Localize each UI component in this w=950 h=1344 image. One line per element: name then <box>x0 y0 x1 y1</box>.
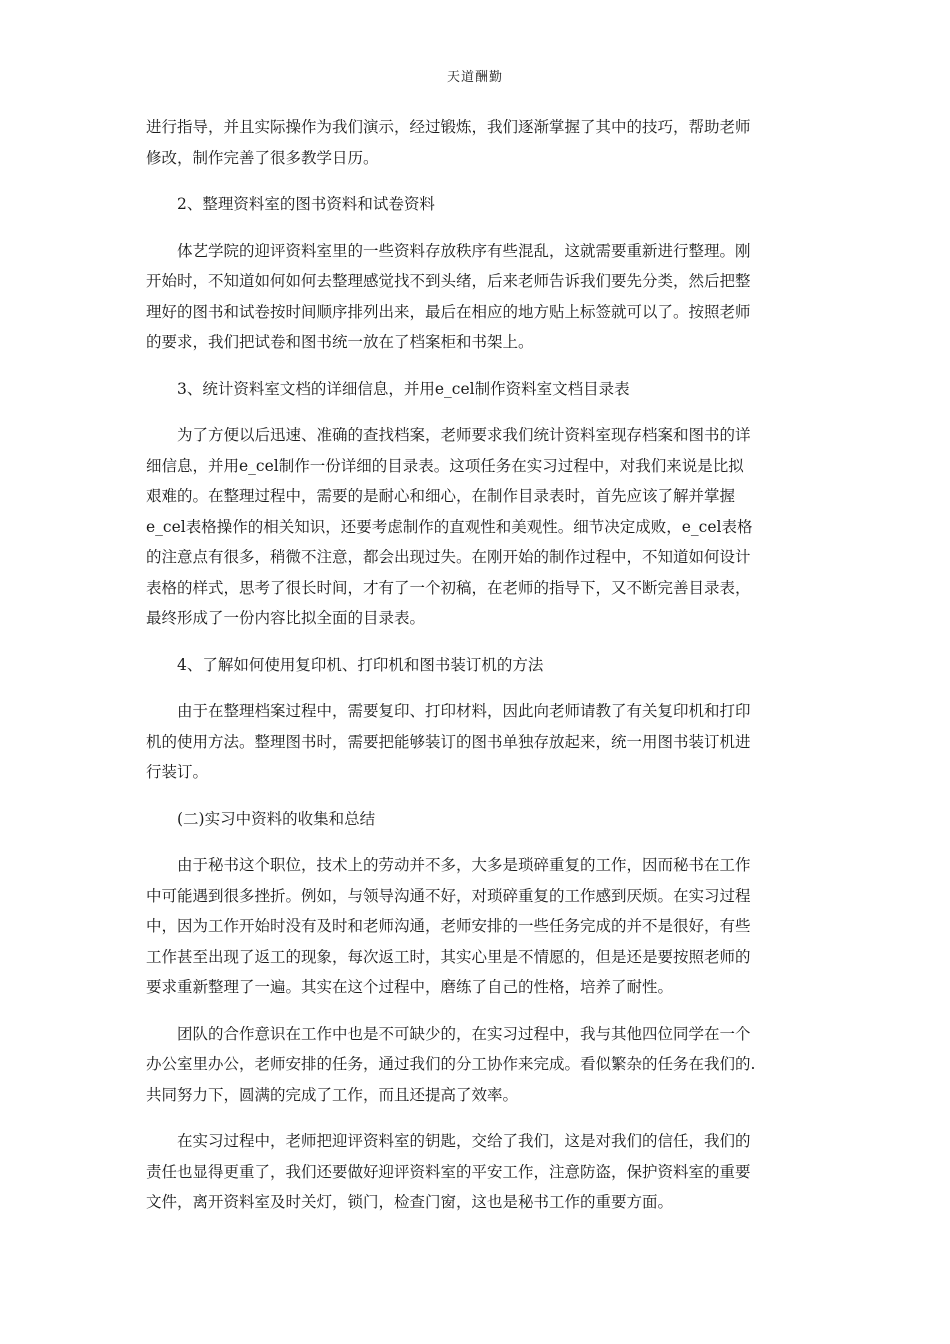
text-line: 在实习过程中，老师把迎评资料室的钥匙，交给了我们，这是对我们的信任，我们的 <box>177 1132 751 1150</box>
text-line: 进行指导，并且实际操作为我们演示，经过锻炼，我们逐渐掌握了其中的技巧，帮助老师 <box>146 118 751 136</box>
paragraph <box>146 1126 806 1218</box>
text-line: 为了方便以后迅速、准确的查找档案，老师要求我们统计资料室现存档案和图书的详 <box>177 426 751 444</box>
heading-text: 2、整理资料室的图书资料和试卷资料 <box>177 195 435 213</box>
text-line: 中，因为工作开始时没有及时和老师沟通，老师安排的一些任务完成的并不是很好，有些 <box>146 917 751 935</box>
paragraph <box>146 850 806 1003</box>
section-heading <box>146 374 806 405</box>
text-line: 共同努力下，圆满的完成了工作，而且还提高了效率。 <box>146 1085 519 1104</box>
paragraph <box>146 1019 806 1111</box>
paragraph <box>146 696 806 788</box>
text-line: 表格的样式，思考了很长时间，才有了一个初稿，在老师的指导下，又不断完善目录表， <box>146 578 751 597</box>
text-line: 责任也显得更重了，我们还要做好迎评资料室的平安工作，注意防盗，保护资料室的重要 <box>146 1162 751 1181</box>
text-line: 团队的合作意识在工作中也是不可缺少的，在实习过程中，我与其他四位同学在一个 <box>177 1024 751 1043</box>
paragraph <box>146 112 806 173</box>
text-line: 文件，离开资料室及时关灯，锁门，检查门窗，这也是秘书工作的重要方面。 <box>146 1193 674 1211</box>
text-line: 体艺学院的迎评资料室里的一些资料存放秩序有些混乱，这就需要重新进行整理。刚 <box>177 241 751 260</box>
text-line: 要求重新整理了一遍。其实在这个过程中，磨练了自己的性格，培养了耐性。 <box>146 978 674 996</box>
text-line: 工作甚至出现了返工的现象，每次返工时，其实心里是不情愿的，但是还是要按照老师的 <box>146 947 751 966</box>
text-line: 由于在整理档案过程中，需要复印、打印材料，因此向老师请教了有关复印机和打印 <box>177 702 751 720</box>
text-line: 的注意点有很多，稍微不注意，都会出现过失。在刚开始的制作过程中，不知道如何设计 <box>146 548 751 566</box>
text-line: 开始时，不知道如何如何去整理感觉找不到头绪，后来老师告诉我们要先分类，然后把整 <box>146 272 751 290</box>
section-heading <box>146 804 806 835</box>
heading-text: (二)实习中资料的收集和总结 <box>177 809 376 828</box>
text-line: 办公室里办公，老师安排的任务，通过我们的分工协作来完成。看似繁杂的任务在我们的. <box>146 1055 756 1073</box>
page-header-title: 天道酬勤 <box>446 70 503 85</box>
paragraph <box>146 420 806 634</box>
text-line: 艰难的。在整理过程中，需要的是耐心和细心，在制作目录表时，首先应该了解并掌握 <box>146 487 736 505</box>
text-line: 机的使用方法。整理图书时，需要把能够装订的图书单独存放起来，统一用图书装订机进 <box>146 732 751 751</box>
text-line: 的要求，我们把试卷和图书统一放在了档案柜和书架上。 <box>146 333 534 351</box>
text-line: 理好的图书和试卷按时间顺序排列出来，最后在相应的地方贴上标签就可以了。按照老师 <box>146 302 751 321</box>
text-line: 由于秘书这个职位，技术上的劳动并不多，大多是琐碎重复的工作，因而秘书在工作 <box>177 856 751 874</box>
text-line: 修改，制作完善了很多教学日历。 <box>146 148 379 167</box>
text-line: e_cel表格操作的相关知识，还要考虑制作的直观性和美观性。细节决定成败，e_cel表格 <box>146 517 753 536</box>
text-line: 行装订。 <box>146 763 209 781</box>
text-line: 中可能遇到很多挫折。例如，与领导沟通不好，对琐碎重复的工作感到厌烦。在实习过程 <box>146 886 751 905</box>
text-line: 最终形成了一份内容比拟全面的目录表。 <box>146 609 426 627</box>
heading-text: 4、了解如何使用复印机、打印机和图书装订机的方法 <box>177 655 544 674</box>
heading-text: 3、统计资料室文档的详细信息，并用e_cel制作资料室文档目录表 <box>177 379 630 398</box>
paragraph <box>146 236 806 358</box>
section-heading <box>146 189 806 220</box>
text-line: 细信息，并用e_cel制作一份详细的目录表。这项任务在实习过程中，对我们来说是比拟 <box>146 456 744 475</box>
document-body <box>146 112 806 1234</box>
section-heading <box>146 650 806 681</box>
